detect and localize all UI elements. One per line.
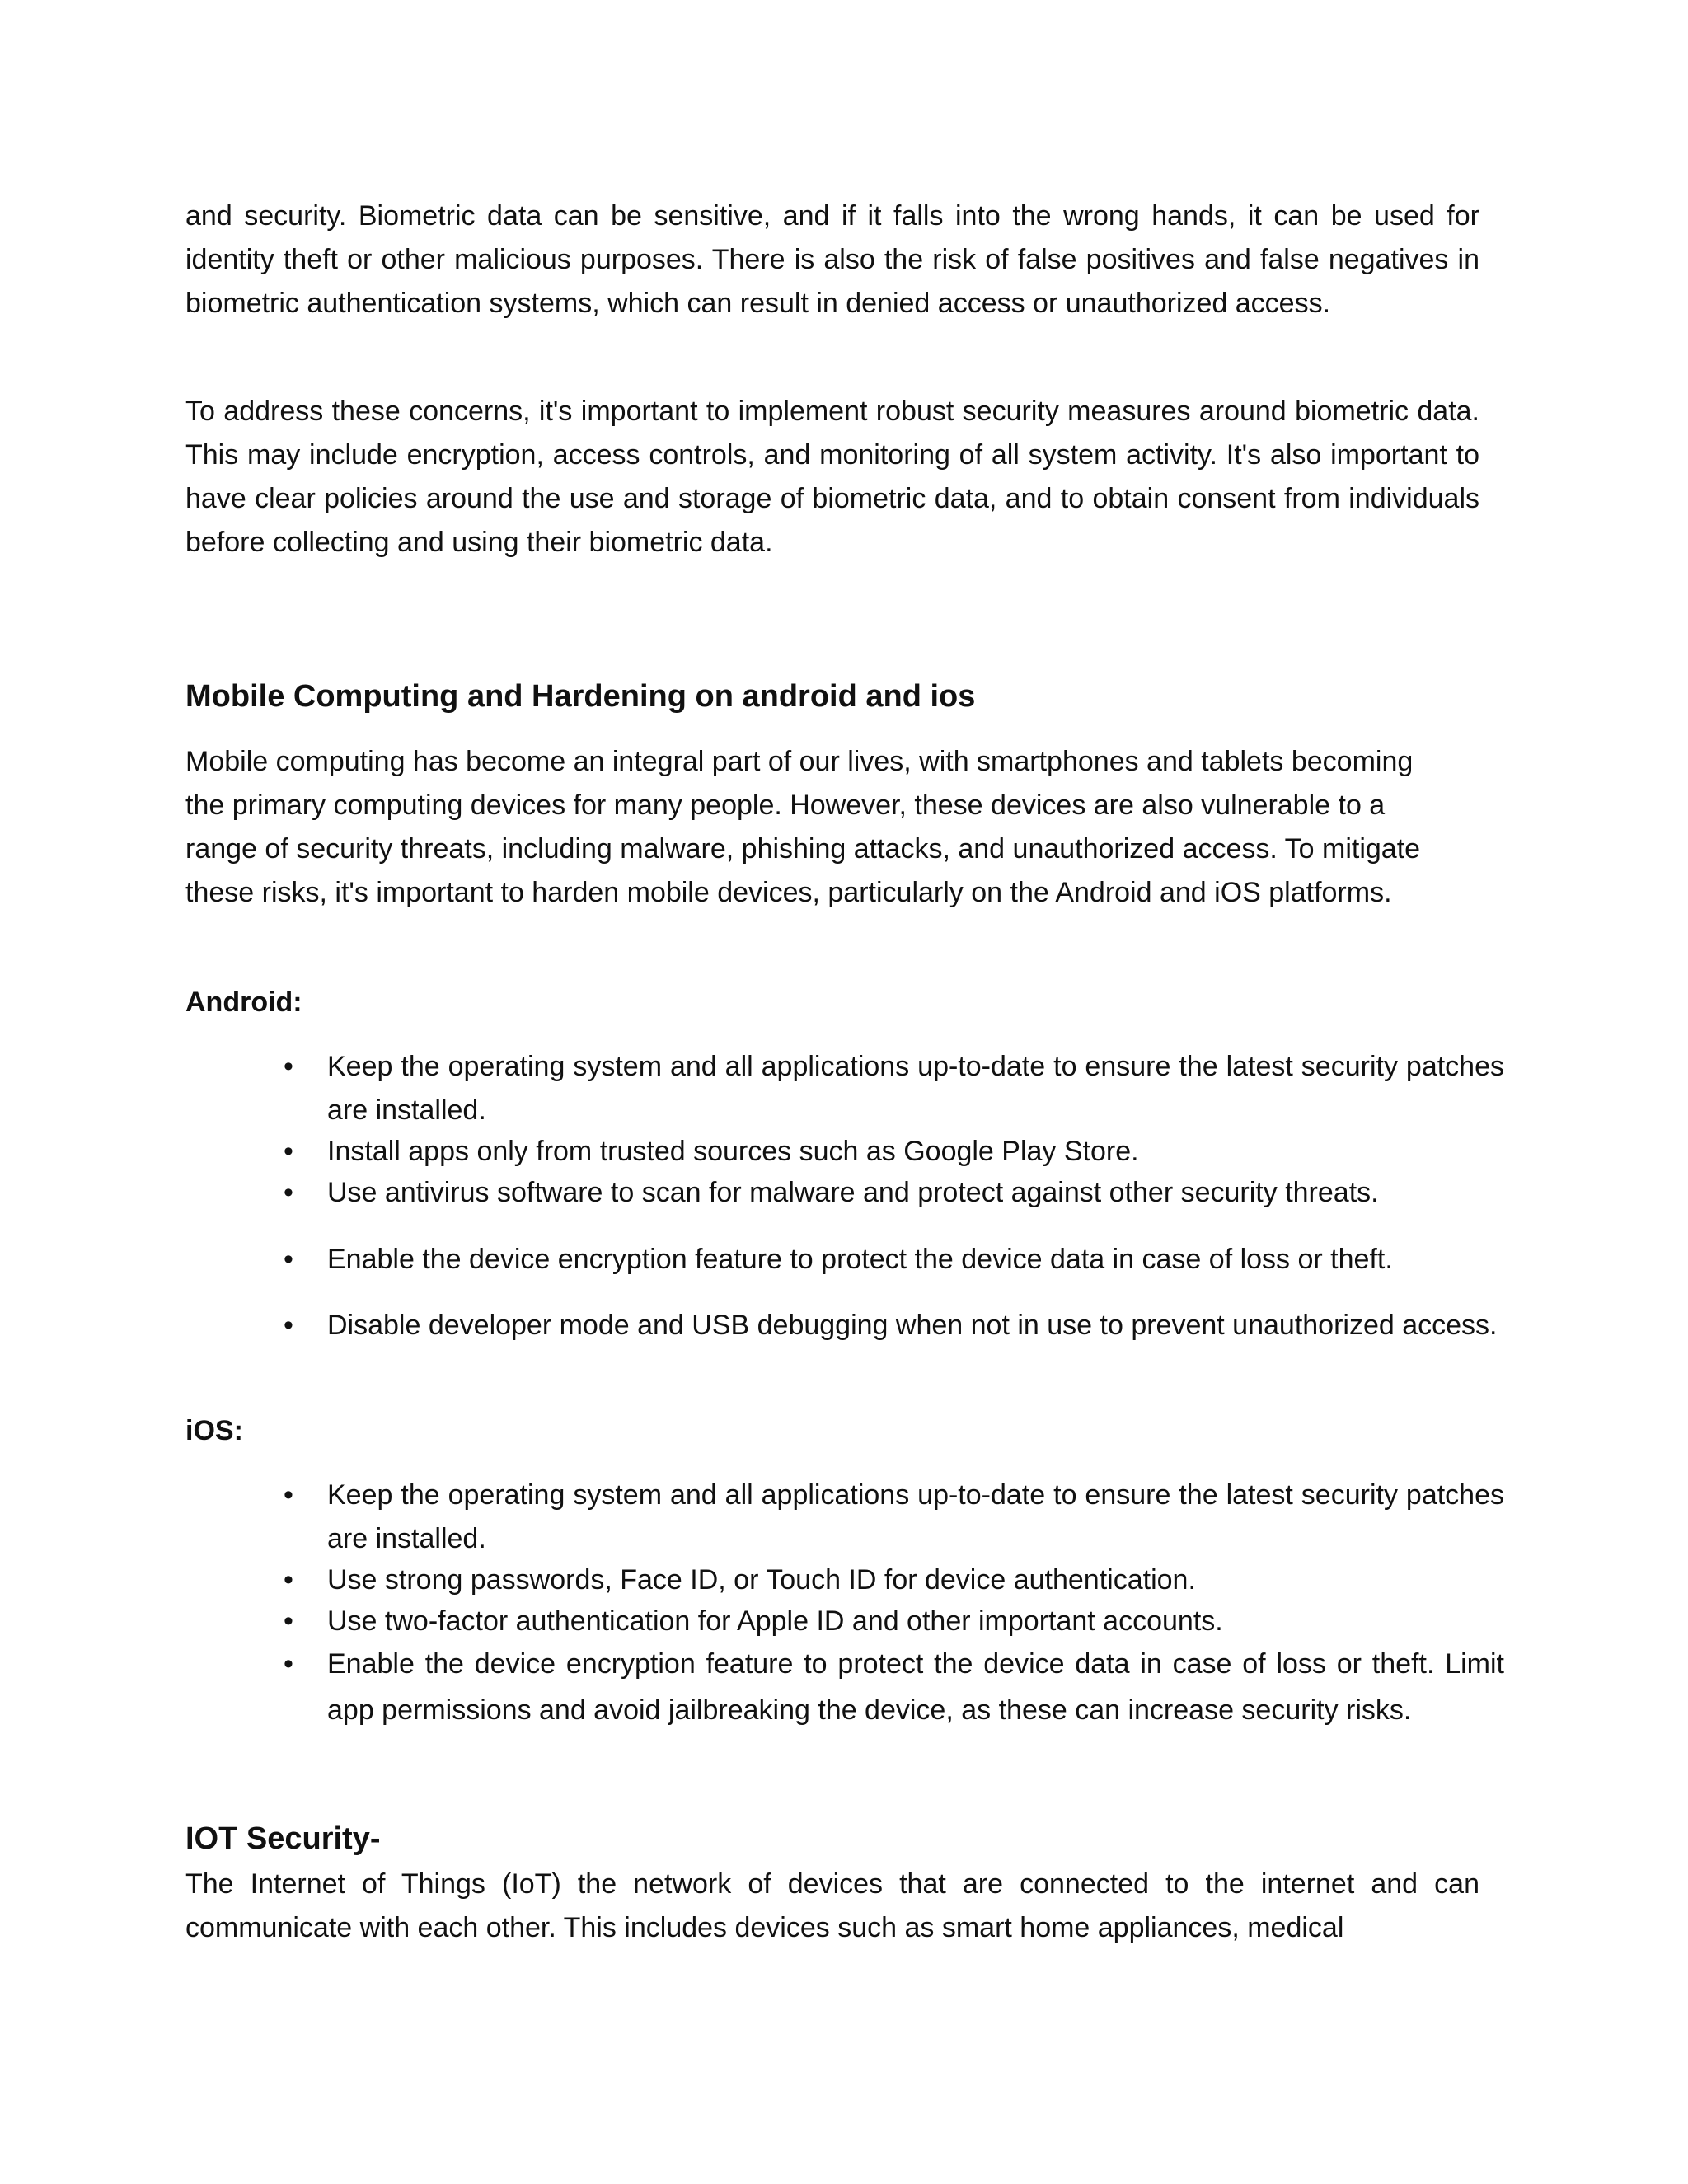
- android-bullet-item: [276, 1171, 1504, 1215]
- ios-bullet-item: [276, 1641, 1504, 1733]
- bullet-icon: •: [284, 1244, 293, 1275]
- bullet-icon: •: [284, 1648, 293, 1680]
- android-bullet-item: [276, 1045, 1504, 1132]
- bullet-icon: •: [284, 1564, 293, 1596]
- android-bullet-text: Enable the device encryption feature to protect the device data in case of loss or theft.: [327, 1244, 1393, 1275]
- bullet-icon: •: [284, 1605, 293, 1637]
- android-bullet-text: Disable developer mode and USB debugging when not in use to prevent unauthorized access.: [327, 1310, 1498, 1341]
- android-bullet-text: Keep the operating system and all applications up-to-date to ensure the latest security patches are installed.: [327, 1051, 1504, 1126]
- android-bullet-item: [276, 1305, 1504, 1346]
- intro-paragraph-1: and security. Biometric data can be sensitive, and if it falls into the wrong hands, it can be used for identity theft or other malicious purposes. There is also the risk of false positives and false negatives in biometric authentication systems, which can result in denied access or unauthorized access.: [185, 200, 1479, 319]
- ios-bullet-item: [276, 1474, 1504, 1561]
- android-bullet-item: [276, 1238, 1504, 1282]
- ios-bullet-text: Use two-factor authentication for Apple ID and other important accounts.: [327, 1605, 1223, 1637]
- bullet-icon: •: [284, 1051, 293, 1082]
- iot-intro-paragraph: The Internet of Things (IoT) the network of devices that are connected to the internet and can communicate with each other. This includes devices such as smart home appliances, medical: [185, 1868, 1479, 1943]
- android-bullet-list: [276, 1045, 1504, 1346]
- android-bullet-text: Use antivirus software to scan for malware and protect against other security threats.: [327, 1177, 1379, 1208]
- bullet-icon: •: [284, 1479, 293, 1511]
- ios-bullet-item: [276, 1558, 1504, 1602]
- ios-label: iOS:: [185, 1415, 243, 1446]
- iot-section-heading: IOT Security-: [185, 1821, 381, 1856]
- mobile-section-heading: Mobile Computing and Hardening on android and ios: [185, 679, 976, 714]
- ios-bullet-list: [276, 1474, 1504, 1733]
- android-bullet-item: [276, 1130, 1504, 1174]
- ios-bullet-text: Use strong passwords, Face ID, or Touch ID for device authentication.: [327, 1564, 1196, 1596]
- intro-paragraph-2: To address these concerns, it's important to implement robust security measures around biometric data. This may include encryption, access controls, and monitoring of all system activity. It's also important to have clear policies around the use and storage of biometric data, and to obtain consent from individuals before collecting and using their biometric data.: [185, 396, 1479, 558]
- android-bullet-text: Install apps only from trusted sources such as Google Play Store.: [327, 1136, 1139, 1167]
- mobile-intro-paragraph: Mobile computing has become an integral part of our lives, with smartphones and tablets becoming the primary computing devices for many people. However, these devices are also vulnerable to a range of security threats, including malware, phishing attacks, and unauthorized access. To mitigate these risks, it's important to harden mobile devices, particularly on the Android and iOS platforms.: [185, 746, 1421, 908]
- ios-bullet-text: Enable the device encryption feature to protect the device data in case of loss or theft. Limit app permissions and avoid jailbreaking the device, as these can increase security risks.: [327, 1648, 1504, 1726]
- ios-bullet-item: [276, 1600, 1504, 1643]
- bullet-icon: •: [284, 1177, 293, 1208]
- bullet-icon: •: [284, 1136, 293, 1167]
- bullet-icon: •: [284, 1310, 293, 1341]
- android-label: Android:: [185, 987, 302, 1018]
- ios-bullet-text: Keep the operating system and all applications up-to-date to ensure the latest security patches are installed.: [327, 1479, 1504, 1554]
